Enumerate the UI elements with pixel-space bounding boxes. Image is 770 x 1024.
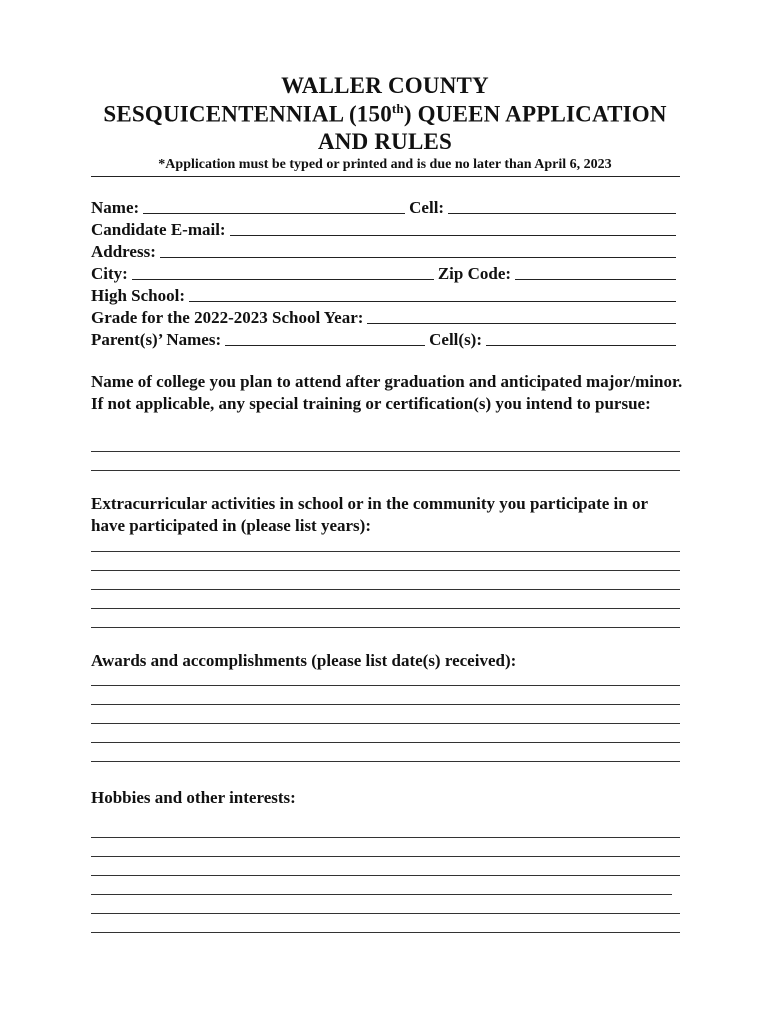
name-field[interactable] <box>143 213 405 214</box>
parents-cell-field[interactable] <box>486 345 676 346</box>
title-superscript: th <box>391 101 404 116</box>
zip-label: Zip Code: <box>437 264 512 283</box>
awards-answer-line[interactable] <box>91 685 680 686</box>
college-answer-line[interactable] <box>91 470 680 471</box>
hobbies-answer-line[interactable] <box>91 837 680 838</box>
title-rules: AND RULES <box>317 129 453 154</box>
extracurricular-answer-line[interactable] <box>91 589 680 590</box>
high-school-row <box>91 284 680 306</box>
awards-answer-line[interactable] <box>91 742 680 743</box>
awards-answer-line[interactable] <box>91 704 680 705</box>
hobbies-answer-line[interactable] <box>91 894 672 895</box>
hobbies-answer-line[interactable] <box>91 932 680 933</box>
grade-row <box>91 306 680 328</box>
parents-cell-label: Cell(s): <box>429 330 483 349</box>
extracurricular-answer-line[interactable] <box>91 551 680 552</box>
cell-field[interactable] <box>448 213 676 214</box>
city-row <box>91 262 680 284</box>
header-divider <box>91 176 680 177</box>
name-label: Name: <box>91 198 140 217</box>
awards-question: Awards and accomplishments (please list date(s) received): <box>91 651 517 670</box>
city-field[interactable] <box>132 279 434 280</box>
due-date-notice: *Application must be typed or printed and is due no later than April 6, 2023 <box>158 157 612 172</box>
parents-row <box>91 328 680 350</box>
parents-label: Parent(s)’ Names: <box>91 330 222 349</box>
hobbies-answer-line[interactable] <box>91 856 680 857</box>
grade-field[interactable] <box>367 323 676 324</box>
college-question: Name of college you plan to attend after graduation and anticipated major/minor. If not applicable, any special training or certification(s) you intend to pursue: <box>91 372 683 413</box>
cell-label: Cell: <box>409 198 445 217</box>
awards-answer-line[interactable] <box>91 723 680 724</box>
awards-answer-line[interactable] <box>91 761 680 762</box>
title-application-pre: SESQUICENTENNIAL (150 <box>103 101 392 127</box>
address-field[interactable] <box>160 257 676 258</box>
parents-name-field[interactable] <box>225 345 425 346</box>
college-answer-line[interactable] <box>91 451 680 452</box>
zip-field[interactable] <box>515 279 676 280</box>
name-row <box>91 196 680 218</box>
extracurricular-question: Extracurricular activities in school or in the community you participate in or have participated in (please list years): <box>91 494 648 535</box>
address-label: Address: <box>91 242 156 261</box>
grade-label: Grade for the 2022-2023 School Year: <box>91 308 364 327</box>
email-label: Candidate E-mail: <box>91 220 226 239</box>
high-school-field[interactable] <box>189 301 676 302</box>
hobbies-answer-line[interactable] <box>91 913 680 914</box>
high-school-label: High School: <box>91 286 185 305</box>
email-field[interactable] <box>230 235 676 236</box>
extracurricular-answer-line[interactable] <box>91 570 680 571</box>
city-label: City: <box>91 264 128 283</box>
title-application-post: ) QUEEN APPLICATION <box>403 101 667 127</box>
hobbies-question: Hobbies and other interests: <box>91 788 296 807</box>
extracurricular-answer-line[interactable] <box>91 627 680 628</box>
title-county: WALLER COUNTY <box>281 73 489 98</box>
email-row <box>91 218 680 240</box>
address-row <box>91 240 680 262</box>
extracurricular-answer-line[interactable] <box>91 608 680 609</box>
hobbies-answer-line[interactable] <box>91 875 680 876</box>
title-application <box>0 101 770 128</box>
